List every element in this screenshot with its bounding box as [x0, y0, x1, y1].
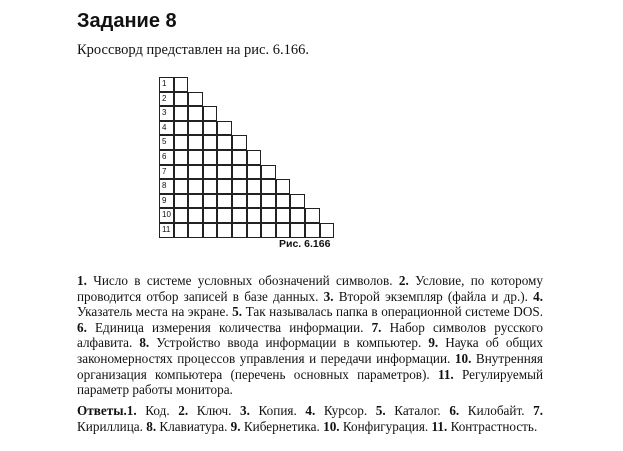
- clues-paragraph: [77, 273, 543, 398]
- answers-text: Копия.: [249, 403, 306, 418]
- crossword-cell: [203, 135, 218, 150]
- crossword-cell: [232, 208, 247, 223]
- answers-text: Кириллица.: [77, 418, 147, 434]
- crossword-cell: [203, 208, 218, 223]
- crossword-cell: [247, 150, 262, 165]
- crossword-cell: [247, 194, 262, 209]
- answers-number: 4.: [305, 403, 316, 418]
- crossword-cell: [261, 179, 276, 194]
- answers-number: 3.: [240, 403, 250, 418]
- clue-number-cell: 7: [159, 165, 174, 180]
- crossword-cell: [217, 165, 232, 180]
- task-title: Задание 8: [77, 10, 177, 32]
- crossword-cell: [188, 121, 203, 136]
- clues-text: Регулируемый параметр работы монитора.: [77, 366, 544, 398]
- answers-number: 6.: [449, 403, 460, 418]
- answers-text: Ключ.: [188, 403, 241, 418]
- crossword-cell: [290, 194, 305, 209]
- crossword-cell: [203, 194, 218, 209]
- crossword-cell: [174, 208, 189, 223]
- intro-text: Кроссворд представлен на рис. 6.166.: [77, 42, 309, 58]
- answers-number: 11.: [431, 418, 448, 434]
- answers-text: Килобайт.: [459, 403, 534, 418]
- clues-text: Единица измерения количества информации.: [86, 319, 372, 335]
- clues-text: Устройство ввода информации в компьютер.: [149, 335, 429, 351]
- crossword-cell: [188, 179, 203, 194]
- answers-label: Ответы.: [77, 403, 127, 418]
- crossword-cell: [305, 223, 320, 238]
- clues-number: 1.: [77, 273, 87, 288]
- crossword-cell: [174, 179, 189, 194]
- clues-number: 4.: [533, 288, 544, 304]
- crossword-cell: [261, 208, 276, 223]
- crossword-cell: [217, 179, 232, 194]
- clue-number-cell: 11: [159, 223, 174, 238]
- crossword-cell: [174, 106, 189, 121]
- crossword-cell: [203, 179, 218, 194]
- crossword-cell: [232, 135, 247, 150]
- clue-number-cell: 3: [159, 106, 174, 121]
- crossword-cell: [174, 135, 189, 150]
- crossword-cell: [174, 77, 189, 92]
- clue-number-cell: 1: [159, 77, 174, 92]
- answers-number: 9.: [230, 418, 241, 434]
- crossword-cell: [290, 223, 305, 238]
- clues-number: 8.: [139, 335, 150, 351]
- answers-number: 10.: [323, 418, 340, 434]
- clues-text: Второй экземпляр (файла и др.).: [333, 288, 534, 304]
- crossword-cell: [217, 208, 232, 223]
- clue-number-cell: 8: [159, 179, 174, 194]
- clue-number-cell: 5: [159, 135, 174, 150]
- clues-text: Внутренняя организация компьютера (перечень основных параметров).: [77, 350, 543, 382]
- crossword-cell: [276, 179, 291, 194]
- clues-number: 3.: [323, 288, 334, 304]
- crossword-cell: [247, 223, 262, 238]
- answers-number: 8.: [146, 418, 157, 434]
- answers-paragraph: [77, 403, 543, 434]
- clues-number: 2.: [398, 273, 409, 288]
- crossword-cell: [174, 165, 189, 180]
- clues-number: 6.: [77, 319, 87, 335]
- crossword-cell: [290, 208, 305, 223]
- crossword-cell: [305, 208, 320, 223]
- clues-text: Число в системе условных обозначений символов.: [86, 273, 399, 288]
- clues-number: 7.: [371, 319, 382, 335]
- crossword-cell: [217, 150, 232, 165]
- crossword-cell: [217, 135, 232, 150]
- answers-text: Курсор.: [315, 403, 376, 418]
- crossword-cell: [232, 150, 247, 165]
- crossword-cell: [203, 165, 218, 180]
- answers-number: 2.: [178, 403, 189, 418]
- crossword-cell: [188, 106, 203, 121]
- crossword-cell: [320, 223, 335, 238]
- clues-text: Так называлась папка в операционной системе DOS.: [242, 304, 543, 320]
- crossword-cell: [188, 165, 203, 180]
- clues-text: Указатель места на экране.: [77, 304, 233, 320]
- crossword-cell: [261, 223, 276, 238]
- clues-text: Условие, по которому проводится отбор записей в базе данных.: [77, 273, 543, 304]
- crossword-cell: [232, 194, 247, 209]
- clues-number: 9.: [428, 335, 439, 351]
- figure-caption: Рис. 6.166: [279, 238, 331, 250]
- answers-text: Каталог.: [385, 403, 450, 418]
- clues-number: 10.: [454, 350, 472, 366]
- crossword-cell: [232, 223, 247, 238]
- clue-number-cell: 9: [159, 194, 174, 209]
- crossword-cell: [217, 223, 232, 238]
- crossword-cell: [203, 150, 218, 165]
- crossword-cell: [217, 194, 232, 209]
- crossword-cell: [174, 194, 189, 209]
- crossword-cell: [174, 121, 189, 136]
- clue-number-cell: 4: [159, 121, 174, 136]
- crossword-cell: [174, 92, 189, 107]
- clues-number: 11.: [437, 366, 454, 382]
- crossword-cell: [232, 179, 247, 194]
- crossword-cell: [276, 208, 291, 223]
- answers-text: Клавиатура.: [156, 418, 231, 434]
- crossword-cell: [247, 179, 262, 194]
- crossword-cell: [188, 150, 203, 165]
- crossword-cell: [261, 194, 276, 209]
- crossword-cell: [261, 165, 276, 180]
- answers-text: Контрастность.: [447, 418, 538, 434]
- clue-number-cell: 6: [159, 150, 174, 165]
- crossword-cell: [188, 208, 203, 223]
- clues-text: Наука об общих закономерностях процессов управления и передачи информации.: [77, 335, 543, 366]
- answers-number: 5.: [375, 403, 386, 418]
- crossword-cell: [174, 223, 189, 238]
- crossword-cell: [188, 135, 203, 150]
- crossword-cell: [203, 106, 218, 121]
- crossword-cell: [188, 92, 203, 107]
- clues-number: 5.: [232, 304, 243, 320]
- crossword-cell: [174, 150, 189, 165]
- crossword-cell: [232, 165, 247, 180]
- crossword-cell: [188, 223, 203, 238]
- crossword-cell: [217, 121, 232, 136]
- clues-text: Набор символов русского алфавита.: [77, 319, 543, 351]
- clue-number-cell: 10: [159, 208, 174, 223]
- answers-text: Кибернетика.: [240, 418, 324, 434]
- clue-number-cell: 2: [159, 92, 174, 107]
- crossword-cell: [203, 121, 218, 136]
- crossword-cell: [276, 223, 291, 238]
- answers-number: 1.: [126, 403, 137, 418]
- crossword-cell: [247, 208, 262, 223]
- crossword-cell: [203, 223, 218, 238]
- answers-text: Код.: [136, 403, 179, 418]
- crossword-cell: [247, 165, 262, 180]
- crossword-cell: [188, 194, 203, 209]
- answers-number: 7.: [533, 403, 544, 418]
- crossword-cell: [276, 194, 291, 209]
- answers-text: Конфигурация.: [339, 418, 432, 434]
